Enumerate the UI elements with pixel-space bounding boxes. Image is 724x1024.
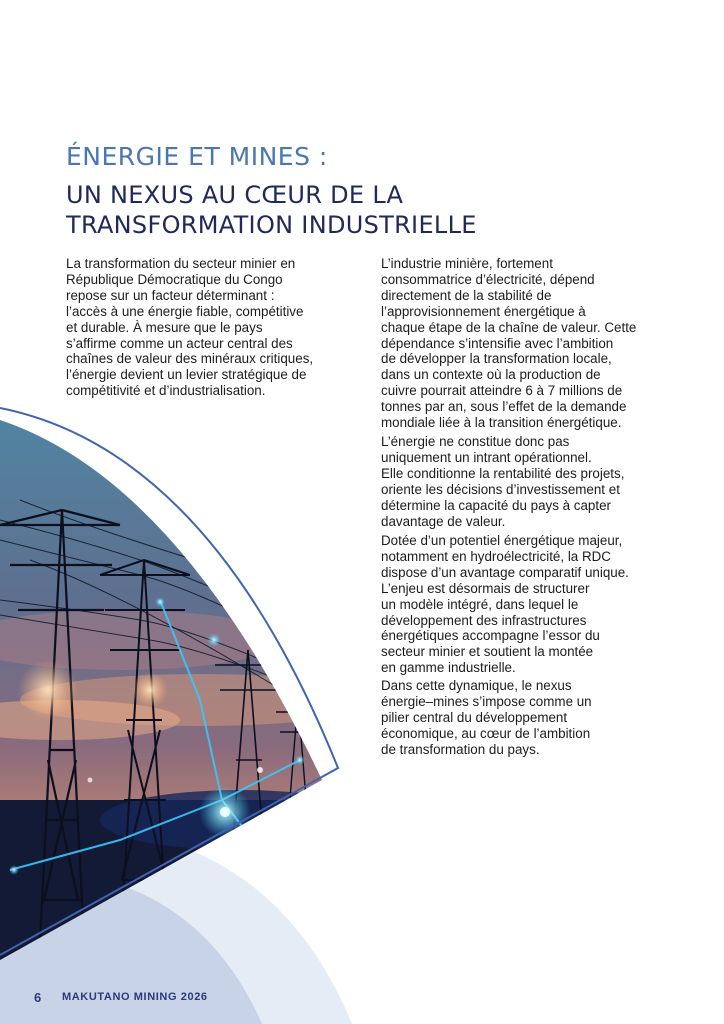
text-line: uniquement un intrant opérationnel.: [381, 449, 592, 465]
text-line: Elle conditionne la rentabilité des projets,: [381, 465, 625, 481]
text-line: cuivre pourrait atteindre 6 à 7 millions de: [381, 383, 623, 399]
text-line: L’industrie minière, fortement: [381, 256, 553, 271]
right-paragraph-4: [381, 678, 592, 758]
text-line: un modèle intégré, dans lequel le: [381, 596, 579, 612]
text-line: dépendance s’intensifie avec l’ambition: [381, 335, 614, 351]
text-line: et durable. À mesure que le pays: [66, 319, 263, 335]
text-line: Dans cette dynamique, le nexus: [381, 678, 572, 693]
text-line: en gamme industrielle.: [381, 660, 516, 676]
text-line: République Démocratique du Congo: [66, 271, 283, 287]
page-number: 6: [34, 990, 42, 1005]
text-line: l’énergie devient un levier stratégique de: [66, 367, 307, 383]
text-line: directement de la stabilité de: [381, 287, 552, 303]
text-line: consommatrice d’électricité, dépend: [381, 271, 595, 287]
text-line: dans un contexte où la production de: [381, 367, 601, 383]
text-line: de développer la transformation locale,: [381, 351, 612, 367]
right-paragraph-2: [381, 434, 624, 529]
text-line: davantage de valeur.: [381, 513, 506, 529]
heading-secondary-line-1: UN NEXUS AU CŒUR DE LA: [66, 181, 404, 209]
text-line: l’approvisionnement énergétique à: [381, 303, 586, 319]
heading-primary: ÉNERGIE ET MINES :: [66, 142, 328, 171]
text-line: économique, au cœur de l’ambition: [381, 725, 591, 741]
heading-secondary-line-2: TRANSFORMATION INDUSTRIELLE: [66, 211, 477, 239]
text-line: énergétiques accompagne l’essor du: [381, 628, 600, 644]
text-line: s’affirme comme un acteur central des: [66, 335, 293, 351]
publication-name: MAKUTANO MINING 2026: [62, 991, 208, 1003]
right-paragraph-3: [381, 533, 629, 676]
text-line: tonnes par an, sous l’effet de la demande: [381, 399, 627, 415]
text-line: développement des infrastructures: [381, 612, 587, 628]
text-line: L’enjeu est désormais de structurer: [381, 580, 590, 596]
text-line: chaînes de valeur des minéraux critiques,: [66, 351, 314, 367]
text-line: secteur minier et soutient la montée: [381, 644, 594, 660]
text-line: énergie–mines s’impose comme un: [381, 693, 592, 709]
text-line: La transformation du secteur minier en: [66, 256, 296, 271]
text-line: Dotée d’un potentiel énergétique majeur,: [381, 533, 623, 548]
left-paragraph-1: [66, 256, 313, 399]
text-line: l’accès à une énergie fiable, compétitive: [66, 303, 304, 319]
text-line: oriente les décisions d’investissement et: [381, 481, 620, 497]
text-line: de transformation du pays.: [381, 741, 540, 757]
text-line: chaque étape de la chaîne de valeur. Cette: [381, 319, 637, 335]
text-line: repose sur un facteur déterminant :: [66, 287, 275, 303]
text-line: compétitivité et d’industrialisation.: [66, 383, 266, 399]
text-line: L’énergie ne constitue donc pas: [381, 434, 570, 449]
text-line: notamment en hydroélectricité, la RDC: [381, 548, 611, 564]
text-line: dispose d’un avantage comparatif unique.: [381, 564, 629, 580]
right-paragraph-1: [381, 256, 636, 431]
text-line: détermine la capacité du pays à capter: [381, 497, 612, 513]
text-line: pilier central du développement: [381, 709, 568, 725]
heading-secondary: [66, 180, 477, 240]
text-line: mondiale liée à la transition énergétique.: [381, 415, 622, 431]
